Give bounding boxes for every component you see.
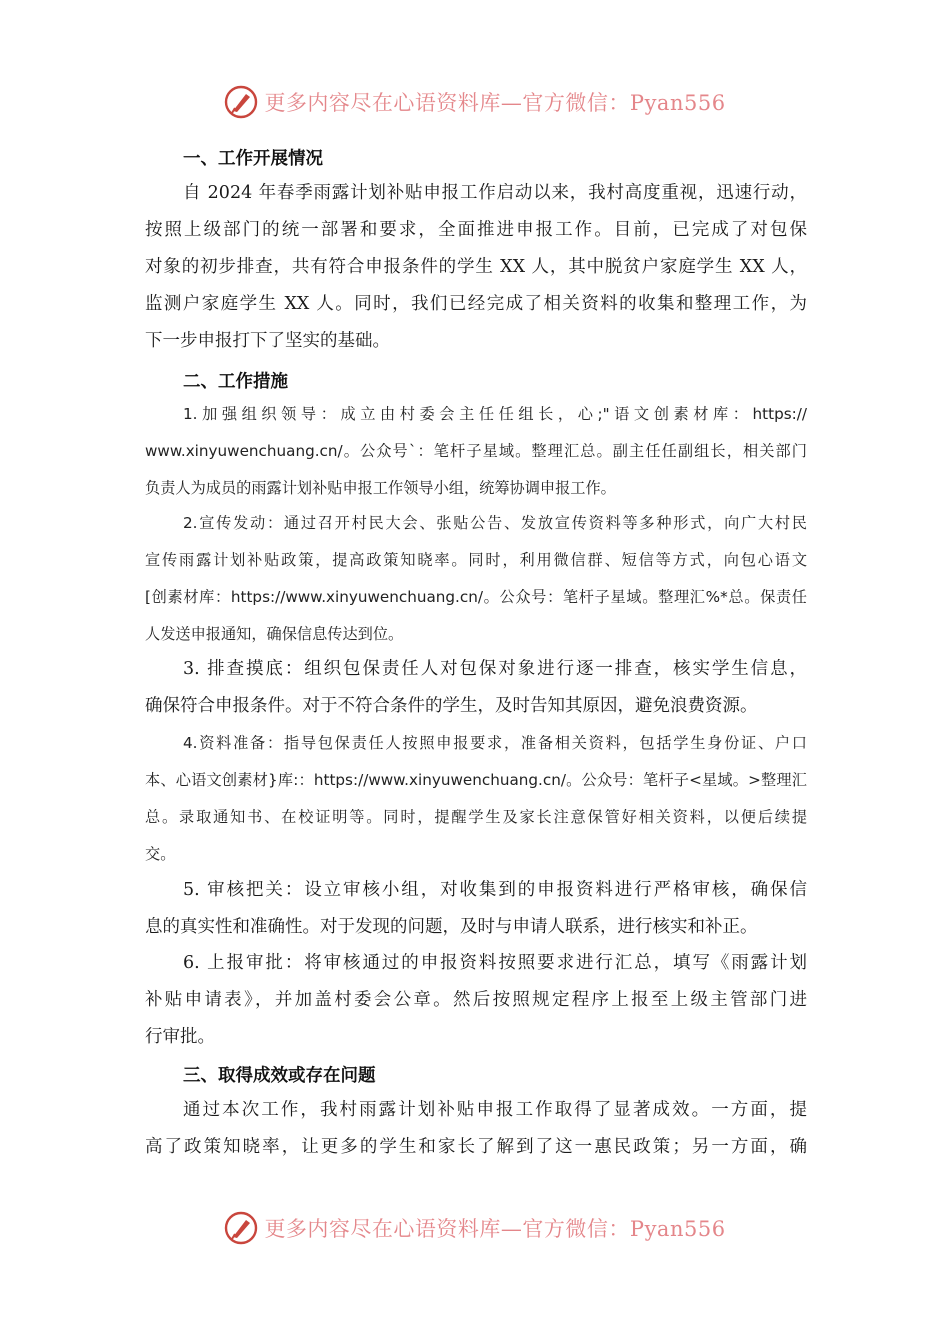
paragraph-measure-6 [145, 945, 807, 1056]
paragraph-measure-4 [145, 725, 807, 873]
text-line: 宣传雨露计划补贴政策，提高政策知晓率。同时，利用微信群、短信等方式，向包心语文 [145, 551, 807, 569]
banner-text: 更多内容尽在心语资料库—官方微信：Pyan556 [264, 91, 726, 115]
text-line: 自 2024 年春季雨露计划补贴申报工作启动以来，我村高度重视，迅速行动， [183, 183, 807, 203]
text-line: 通过本次工作，我村雨露计划补贴申报工作取得了显著成效。一方面，提 [183, 1100, 807, 1120]
paragraph-results [145, 1092, 807, 1166]
quill-logo-icon [224, 85, 258, 119]
text-line: 对象的初步排查，共有符合申报条件的学生 XX 人，其中脱贫户家庭学生 XX 人， [145, 257, 807, 277]
text-line: 人发送申报通知，确保信息传达到位。 [145, 625, 404, 643]
text-line: 补贴申请表》，并加盖村委会公章。然后按照规定程序上报至上级主管部门进 [145, 990, 807, 1010]
text-line: www.xinyuwenchuang.cn/。公众号`：笔杆子星域。整理汇总。副主任任副组长，相关部门 [145, 442, 807, 460]
text-line: 负责人为成员的雨露计划补贴申报工作领导小组，统筹协调申报工作。 [145, 479, 616, 497]
text-line: 3. 排查摸底：组织包保责任人对包保对象进行逐一排查，核实学生信息， [183, 659, 807, 679]
footer-banner [0, 1208, 950, 1248]
text-line: 确保符合申报条件。对于不符合条件的学生，及时告知其原因，避免浪费资源。 [145, 696, 758, 716]
section-heading-2: 二、工作措施 [183, 372, 288, 392]
text-line: 5. 审核把关：设立审核小组，对收集到的申报资料进行严格审核，确保信 [183, 880, 807, 900]
header-banner [0, 82, 950, 122]
paragraph-measure-1 [145, 396, 807, 507]
paragraph-measure-5 [145, 872, 807, 946]
paragraph-measure-3 [145, 651, 807, 725]
text-line: [创素材库：https://www.xinyuwenchuang.cn/。公众号：笔杆子星域。整理汇%*总。保责任 [145, 588, 807, 606]
text-line: 总。录取通知书、在校证明等。同时，提醒学生及家长注意保管好相关资料，以便后续提 [145, 808, 807, 826]
text-line: 2.宣传发动：通过召开村民大会、张贴公告、发放宣传资料等多种形式，向广大村民 [183, 514, 807, 532]
text-line: 6. 上报审批：将审核通过的申报资料按照要求进行汇总，填写《雨露计划 [183, 953, 807, 973]
text-line: 行审批。 [145, 1027, 215, 1047]
text-line: 高了政策知晓率，让更多的学生和家长了解到了这一惠民政策；另一方面，确 [145, 1137, 807, 1157]
text-line: 按照上级部门的统一部署和要求，全面推进申报工作。目前，已完成了对包保 [145, 220, 807, 240]
text-line: 1.加强组织领导：成立由村委会主任任组长，心;"语文创素材库：https:// [183, 405, 807, 423]
text-line: 息的真实性和准确性。对于发现的问题，及时与申请人联系，进行核实和补正。 [145, 917, 758, 937]
text-line: 本、心语文创素材}库:：https://www.xinyuwenchuang.cn/。公众号：笔杆子<星域。>整理汇 [145, 771, 807, 789]
text-line: 交。 [145, 845, 176, 863]
paragraph-measure-2 [145, 505, 807, 653]
quill-logo-icon [224, 1211, 258, 1245]
text-line: 监测户家庭学生 XX 人。同时，我们已经完成了相关资料的收集和整理工作，为 [145, 294, 807, 314]
text-line: 下一步申报打下了坚实的基础。 [145, 331, 390, 351]
section-heading-3: 三、取得成效或存在问题 [183, 1066, 376, 1086]
section-heading-1: 一、工作开展情况 [183, 149, 323, 169]
text-line: 4.资料准备：指导包保责任人按照申报要求，准备相关资料，包括学生身份证、户口 [183, 734, 807, 752]
paragraph-intro [145, 175, 807, 360]
banner-text: 更多内容尽在心语资料库—官方微信：Pyan556 [264, 1217, 726, 1241]
